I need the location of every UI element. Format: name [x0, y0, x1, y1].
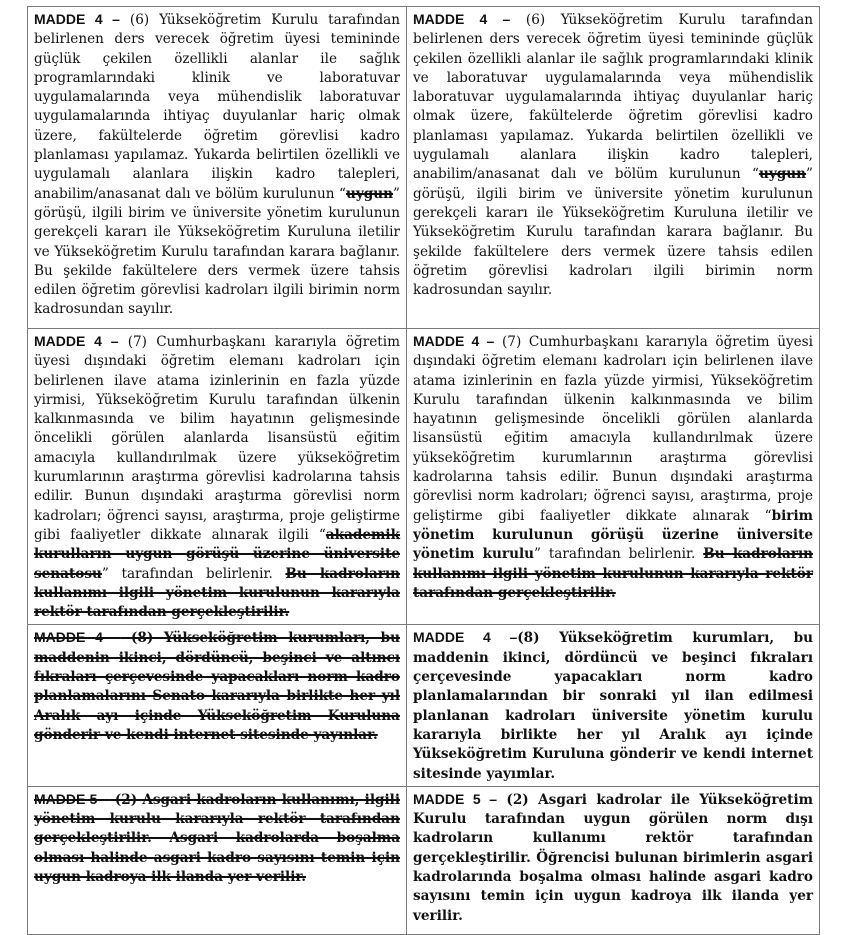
struck-text: Bu kadroların kullanımı ilgili yönetim kurulunun kararıyla rektör tarafından gerçekleştirilir. — [413, 546, 814, 601]
madde-4-6-proposed-cell — [407, 7, 820, 329]
madde-5-2-proposed-cell — [407, 786, 820, 934]
table-row — [28, 7, 820, 329]
article-heading: MADDE 4 – — [413, 629, 518, 646]
table-row — [28, 329, 820, 625]
body-text: ” tarafından belirlenir. — [101, 565, 286, 582]
madde-5-2-current-cell — [28, 786, 407, 934]
bold-text: birim yönetim kurulunun görüşü üzerine üniversite yönetim kurulu — [413, 507, 813, 563]
struck-text: uygun — [758, 166, 807, 183]
body-text: ” tarafından belirlenir. — [534, 546, 704, 563]
article-heading: MADDE 5 – — [34, 790, 110, 807]
madde-4-8-current-cell — [28, 625, 407, 786]
article-heading: MADDE 4 – — [413, 11, 511, 27]
comparison-table — [27, 6, 820, 935]
struck-text: Bu kadroların kullanımı ilgili yönetim kurulunun kararıyla rektör tarafından gerçekleştirilir. — [34, 565, 400, 621]
table-row — [28, 786, 820, 934]
body-text: (6) Yükseköğretim Kurulu tarafından belirlenen ders verecek öğretim üyesi temininde güçlük çekilen özellikli alanlar ile sağlık programlarındaki klinik ve laboratuvar uygulamalarında veya mühendislik laboratuvar uygulamalarında ihtiyaç duyulanlar hariç olmak üzere, fakültelerde öğretim görevlisi kadro planlaması yapılamaz. Yukarda belirtilen özellikli ve uygulamalı alanlara ilişkin kadro talepleri, anabilim/anasanat dalı ve bölüm kurulunun “ — [34, 12, 401, 202]
madde-4-6-current-cell — [28, 7, 407, 329]
body-text: (7) Cumhurbaşkanı kararıyla öğretim üyesi dışındaki öğretim elemanı kadroları için belirlenen ilave atama izinlerinin en fazla yüzde yirmisi, Yükseköğretim Kurulu tarafından ülkenin kalkınmasında ve bilim hayatının gelişmesinde öncelikli görülen alanlarda lisansüstü eğitim amacıyla kullandırılmak üzere yükseköğretim kurumlarının araştırma görevlisi kadrolarına tahsis edilir. Bunun dışındaki araştırma görevlisi norm kadroları; öğrenci sayısı, araştırma, proje geliştirme gibi faaliyetler dikkate alınarak “ — [413, 334, 813, 524]
madde-4-7-proposed-cell — [407, 329, 820, 625]
article-heading: MADDE 4 – — [34, 11, 120, 27]
body-text: (7) Cumhurbaşkanı kararıyla öğretim üyesi dışındaki öğretim elemanı kadroları için belirlenen ilave atama izinlerinin en fazla yüzde yirmisi, Yükseköğretim Kurulu tarafından ülkenin kalkınmasında ve bilim hayatının gelişmesinde öncelikli görülen alanlarda lisansüstü eğitim amacıyla kullandırılmak üzere yükseköğretim kurumlarının araştırma görevlisi kadrolarına tahsis edilir. Bunun dışındaki araştırma görevlisi norm kadroları; öğrenci sayısı, araştırma, proje geliştirme gibi faaliyetler dikkate alınarak ilgili “ — [34, 334, 400, 543]
body-text: ” görüşü, ilgili birim ve üniversite yönetim kurulunun gerekçeli kararı ile Yükseköğretim Kuruluna iletilir ve Yükseköğretim Kurulu tarafından karara bağlanır. Bu şekilde fakültelere ders vermek üzere tahsis edilen öğretim görevlisi kadroları ilgili birimin norm kadrosundan sayılır. — [413, 166, 813, 299]
struck-text: (2) Asgari kadroların kullanımı, ilgili yönetim kurulu kararıyla rektör tarafından gerçekleştirilir. Asgari kadrolarda boşalma olması halinde asgari kadro sayısını temin için uygun kadroya ilk ilanda yer verilir. — [34, 791, 401, 886]
article-heading: MADDE 5 – — [413, 790, 498, 807]
struck-text: uygun — [345, 185, 394, 202]
bold-text: (8) Yükseköğretim kurumları, bu maddenin ikinci, dördüncü ve beşinci fıkraları çerçevesinde yapacakları norm kadro planlamalarından bir sonraki yıl ilan edilmesi planlanan kadroları üniversite yönetim kurulu kararıyla birlikte her yıl Aralık ayı içinde Yükseköğretim Kuruluna gönderir ve kendi internet sitesinde yayımlar. — [413, 630, 813, 782]
struck-text: (8) Yükseköğretim kurumları, bu maddenin ikinci, dördüncü, beşinci ve altıncı fıkraları çerçevesinde yapacakları norm kadro planlamalarını Senato kararıyla birlikte her yıl Aralık ayı içinde Yükseköğretim Kuruluna gönderir ve kendi internet sitesinde yayınlar. — [34, 630, 400, 743]
struck-text: akademik kurulların uygun görüşü üzerine üniversite senatosu — [34, 526, 400, 582]
article-heading: MADDE 4 – — [34, 333, 119, 349]
bold-text: (2) Asgari kadrolar ile Yükseköğretim Kurulu tarafından uygun görülen norm dışı kadroların kullanımı rektör tarafından gerçekleştirilir. Öğrencisi bulunan birimlerin asgari kadrolarında boşalma olması halinde asgari kadro sayısını temin için uygun kadroya ilk ilanda yer verilir. — [413, 791, 813, 924]
madde-4-7-current-cell — [28, 329, 407, 625]
madde-4-8-proposed-cell — [407, 625, 820, 786]
body-text: (6) Yükseköğretim Kurulu tarafından belirlenen ders verecek öğretim üyesi temininde güçlük çekilen özellikli alanlar ile sağlık programlarındaki klinik ve laboratuvar uygulamalarında veya mühendislik laboratuvar uygulamalarında ihtiyaç duyulanlar hariç olmak üzere, fakültelerde öğretim görevlisi kadro planlaması yapılamaz. Yukarda belirtilen özellikli ve uygulamalı alanlara ilişkin kadro talepleri, anabilim/anasanat dalı ve bölüm kurulunun “ — [413, 12, 814, 183]
body-text: ” görüşü, ilgili birim ve üniversite yönetim kurulunun gerekçeli kararı ile Yükseköğretim Kuruluna iletilir ve Yükseköğretim Kurulu tarafından karara bağlanır. Bu şekilde fakültelere ders vermek üzere tahsis edilen öğretim görevlisi kadroları ilgili birimin norm kadrosundan sayılır. — [34, 185, 400, 318]
table-row — [28, 625, 820, 786]
article-heading: MADDE 4 – — [413, 333, 495, 349]
article-heading: MADDE 4 – — [34, 629, 121, 646]
